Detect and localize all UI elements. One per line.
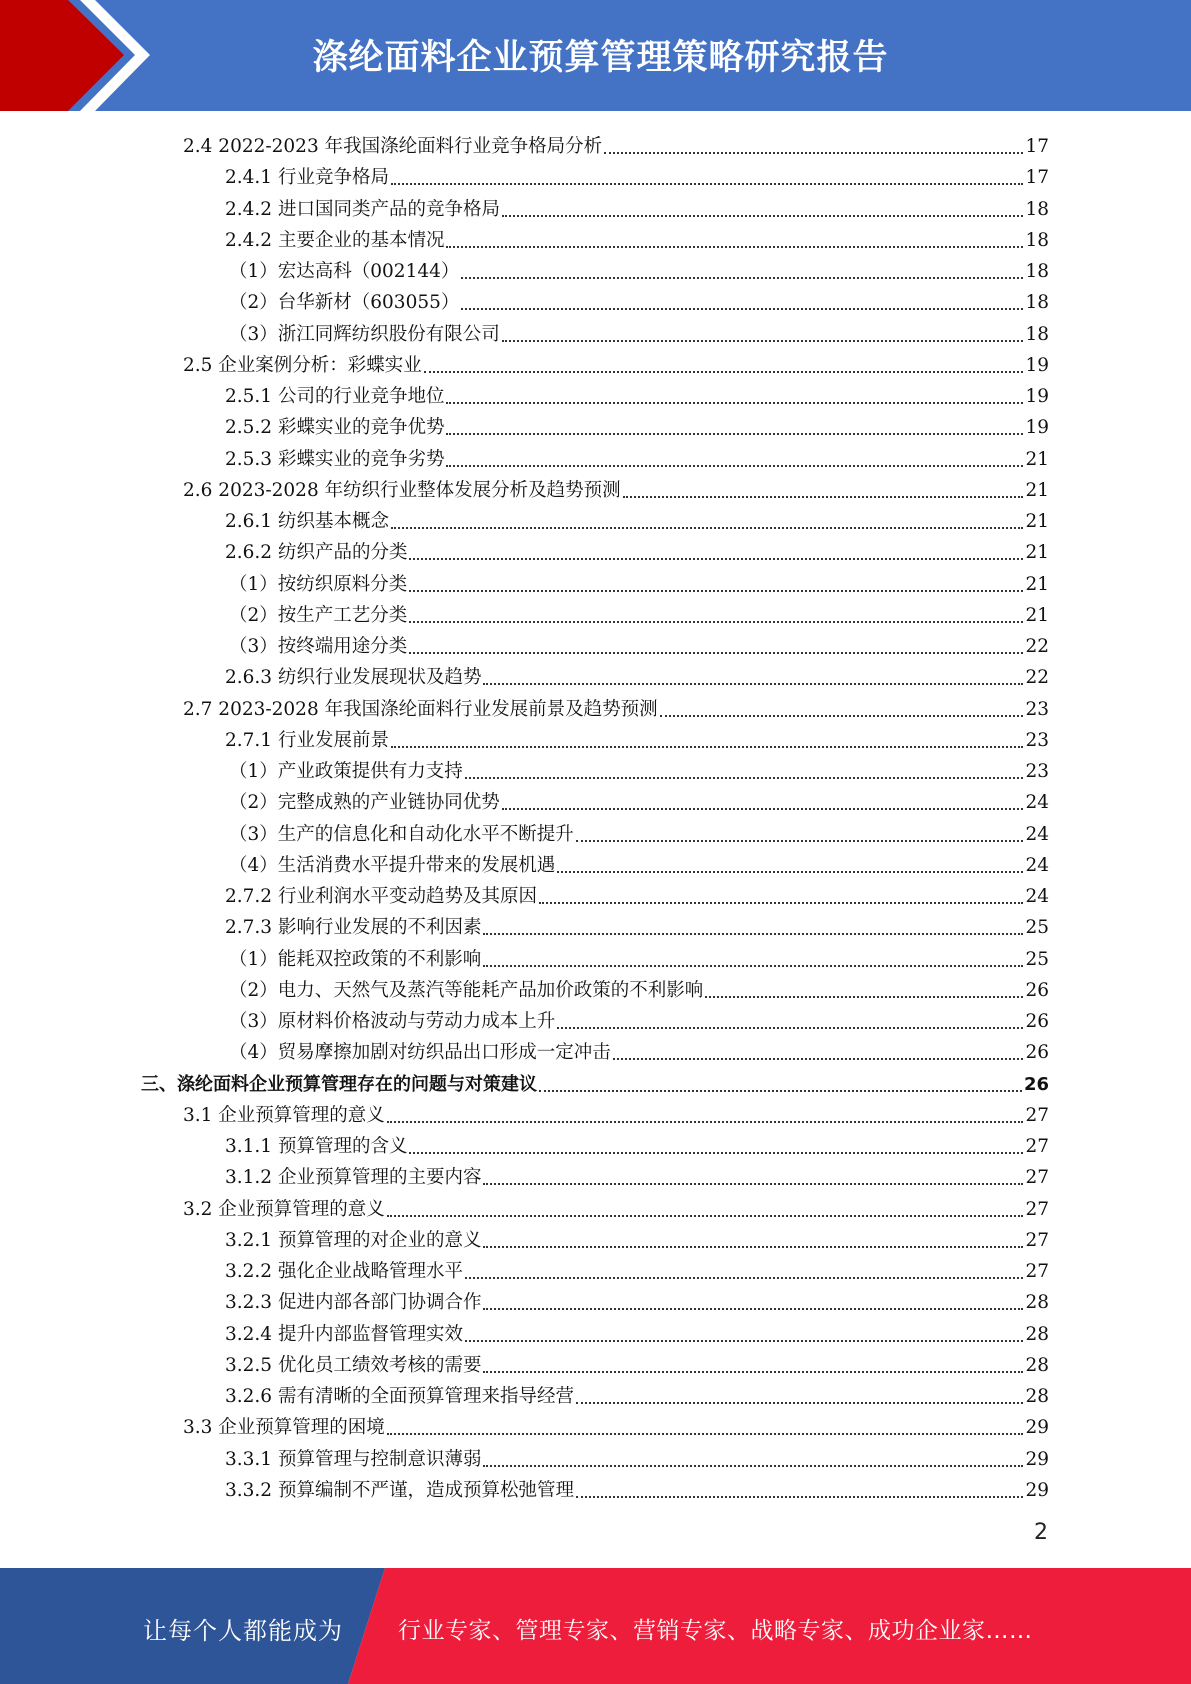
toc-entry-title: 3.3.2 预算编制不严谨，造成预算松弛管理 xyxy=(225,1479,574,1501)
toc-entry-page: 17 xyxy=(1025,136,1049,157)
toc-dot-leader xyxy=(539,902,1023,904)
page-header xyxy=(0,0,1191,111)
toc-entry[interactable] xyxy=(0,691,1049,722)
toc-entry-page: 27 xyxy=(1025,1198,1049,1220)
toc-entry[interactable] xyxy=(0,378,1049,409)
toc-entry-title: 3.3.1 预算管理与控制意识薄弱 xyxy=(225,1448,482,1470)
toc-dot-leader xyxy=(391,527,1023,529)
toc-entry[interactable] xyxy=(0,1066,1049,1097)
toc-entry[interactable] xyxy=(0,503,1049,534)
toc-dot-leader xyxy=(446,246,1023,248)
toc-entry[interactable] xyxy=(0,253,1049,284)
toc-dot-leader xyxy=(576,840,1024,842)
toc-dot-leader xyxy=(387,1433,1024,1435)
toc-entry-page: 26 xyxy=(1025,1011,1049,1032)
toc-dot-leader xyxy=(623,496,1024,498)
toc-entry-page: 28 xyxy=(1025,1354,1049,1376)
toc-entry-page: 27 xyxy=(1025,1104,1049,1126)
toc-dot-leader xyxy=(483,965,1023,967)
toc-entry[interactable] xyxy=(0,909,1049,940)
toc-dot-leader xyxy=(465,1277,1023,1279)
toc-entry-page: 21 xyxy=(1025,604,1049,626)
toc-entry-title: 3.2.2 强化企业战略管理水平 xyxy=(225,1261,463,1282)
toc-entry-page: 27 xyxy=(1025,1167,1049,1189)
toc-entry-page: 24 xyxy=(1025,823,1049,845)
toc-dot-leader xyxy=(660,715,1024,717)
toc-entry[interactable] xyxy=(0,597,1049,628)
toc-dot-leader xyxy=(465,1340,1023,1342)
toc-entry-title: 2.7.2 行业利润水平变动趋势及其原因 xyxy=(225,886,537,907)
toc-entry[interactable] xyxy=(0,628,1049,659)
toc-entry-title: （1）能耗双控政策的不利影响 xyxy=(229,948,482,970)
toc-entry[interactable] xyxy=(0,1378,1049,1409)
toc-entry-page: 24 xyxy=(1025,792,1049,814)
toc-entry-page: 23 xyxy=(1025,729,1049,751)
toc-dot-leader xyxy=(483,683,1023,685)
toc-entry[interactable] xyxy=(0,1347,1049,1378)
toc-entry-title: 3.1.2 企业预算管理的主要内容 xyxy=(225,1167,482,1189)
toc-entry-page: 18 xyxy=(1025,198,1049,220)
toc-dot-leader xyxy=(461,308,1023,310)
toc-dot-leader xyxy=(557,1027,1023,1029)
toc-dot-leader xyxy=(409,558,1023,560)
toc-entry-title: 3.2.1 预算管理的对企业的意义 xyxy=(225,1229,482,1251)
document-title: 涤纶面料企业预算管理策略研究报告 xyxy=(312,38,889,78)
toc-entry-title: 3.2 企业预算管理的意义 xyxy=(183,1198,385,1220)
toc-entry-page: 28 xyxy=(1025,1323,1049,1345)
toc-entry-title: 2.4 2022-2023 年我国涤纶面料行业竞争格局分析 xyxy=(183,136,603,157)
toc-dot-leader xyxy=(483,933,1023,935)
toc-entry[interactable] xyxy=(0,816,1049,847)
toc-entry-page: 21 xyxy=(1025,573,1049,595)
toc-dot-leader xyxy=(424,371,1024,373)
footer-slogan-right: 行业专家、管理专家、营销专家、战略专家、成功企业家…… xyxy=(398,1618,1033,1644)
toc-entry-title: 2.5 企业案例分析：彩蝶实业 xyxy=(183,354,422,376)
toc-entry[interactable] xyxy=(0,472,1049,503)
toc-entry-title: （2）按生产工艺分类 xyxy=(229,604,408,626)
toc-entry-page: 29 xyxy=(1025,1448,1049,1470)
toc-entry[interactable] xyxy=(0,722,1049,753)
toc-dot-leader xyxy=(465,777,1024,779)
toc-entry[interactable] xyxy=(0,347,1049,378)
toc-entry-page: 21 xyxy=(1025,511,1049,532)
toc-entry-title: （1）宏达高科（002144） xyxy=(229,261,460,282)
toc-dot-leader xyxy=(409,590,1023,592)
toc-entry[interactable] xyxy=(0,784,1049,815)
toc-entry-title: 3.2.5 优化员工绩效考核的需要 xyxy=(225,1354,482,1376)
toc-entry-page: 19 xyxy=(1025,386,1049,407)
toc-entry-title: （1）按纺织原料分类 xyxy=(229,573,408,595)
toc-entry-title: 2.6.1 纺织基本概念 xyxy=(225,511,389,532)
toc-dot-leader xyxy=(483,1183,1023,1185)
toc-entry-page: 25 xyxy=(1025,948,1049,970)
toc-entry[interactable] xyxy=(0,441,1049,472)
toc-entry-page: 26 xyxy=(1025,979,1049,1001)
toc-entry-title: 3.2.4 提升内部监督管理实效 xyxy=(225,1323,463,1345)
toc-entry-page: 24 xyxy=(1025,854,1049,876)
toc-entry-title: 三、涤纶面料企业预算管理存在的问题与对策建议 xyxy=(141,1073,537,1095)
toc-dot-leader xyxy=(446,465,1023,467)
toc-dot-leader xyxy=(409,621,1023,623)
toc-entry-title: （2）台华新材（603055） xyxy=(229,292,460,314)
toc-dot-leader xyxy=(483,1371,1023,1373)
toc-dot-leader xyxy=(604,152,1023,154)
toc-entry-title: 2.5.2 彩蝶实业的竞争优势 xyxy=(225,417,445,439)
toc-dot-leader xyxy=(502,215,1023,217)
toc-entry[interactable] xyxy=(0,1191,1049,1222)
toc-entry-title: 2.5.3 彩蝶实业的竞争劣势 xyxy=(225,448,445,470)
toc-entry[interactable] xyxy=(0,191,1049,222)
toc-entry[interactable] xyxy=(0,1159,1049,1190)
toc-entry[interactable] xyxy=(0,1253,1049,1284)
toc-entry[interactable] xyxy=(0,1409,1049,1440)
toc-entry-title: （2）电力、天然气及蒸汽等能耗产品加价政策的不利影响 xyxy=(229,979,704,1001)
toc-entry-page: 21 xyxy=(1025,448,1049,470)
toc-entry-title: （4）生活消费水平提升带来的发展机遇 xyxy=(229,854,556,876)
toc-entry[interactable] xyxy=(0,1097,1049,1128)
toc-entry-title: 2.7 2023-2028 年我国涤纶面料行业发展前景及趋势预测 xyxy=(183,698,658,720)
toc-entry-page: 25 xyxy=(1025,917,1049,939)
toc-entry-title: （1）产业政策提供有力支持 xyxy=(229,761,463,782)
toc-entry[interactable] xyxy=(0,878,1049,909)
toc-entry-page: 22 xyxy=(1025,667,1049,689)
toc-dot-leader xyxy=(576,1496,1023,1498)
toc-dot-leader xyxy=(557,871,1023,873)
toc-entry-title: 3.1.1 预算管理的含义 xyxy=(225,1136,408,1157)
toc-entry[interactable] xyxy=(0,1034,1049,1065)
toc-dot-leader xyxy=(502,808,1024,810)
toc-entry-title: （3）浙江同辉纺织股份有限公司 xyxy=(229,323,500,345)
toc-entry-title: 2.6.3 纺织行业发展现状及趋势 xyxy=(225,667,482,689)
toc-entry-page: 22 xyxy=(1025,636,1049,657)
toc-entry[interactable] xyxy=(0,847,1049,878)
toc-entry[interactable] xyxy=(0,941,1049,972)
toc-entry[interactable] xyxy=(0,1128,1049,1159)
toc-entry[interactable] xyxy=(0,222,1049,253)
toc-entry-page: 17 xyxy=(1025,167,1049,189)
toc-entry[interactable] xyxy=(0,128,1049,159)
toc-entry[interactable] xyxy=(0,753,1049,784)
toc-dot-leader xyxy=(391,746,1023,748)
page-number: 2 xyxy=(1034,1520,1048,1545)
toc-entry-title: （3）原材料价格波动与劳动力成本上升 xyxy=(229,1011,556,1032)
toc-entry-page: 27 xyxy=(1025,1229,1049,1251)
toc-entry[interactable] xyxy=(0,1316,1049,1347)
toc-dot-leader xyxy=(502,340,1024,342)
toc-entry-page: 23 xyxy=(1025,761,1049,782)
toc-entry-page: 27 xyxy=(1025,1136,1049,1157)
toc-entry-page: 21 xyxy=(1025,479,1049,501)
toc-entry-title: 3.2.6 需有清晰的全面预算管理来指导经营 xyxy=(225,1386,574,1407)
page-footer xyxy=(0,1568,1191,1684)
toc-entry-page: 18 xyxy=(1025,292,1049,314)
toc-entry-title: 2.4.2 主要企业的基本情况 xyxy=(225,229,445,251)
toc-dot-leader xyxy=(613,1058,1024,1060)
toc-entry-page: 28 xyxy=(1025,1292,1049,1314)
toc-entry-page: 27 xyxy=(1025,1261,1049,1282)
toc-entry-page: 29 xyxy=(1025,1417,1049,1439)
toc-entry-page: 18 xyxy=(1025,229,1049,251)
toc-entry[interactable] xyxy=(0,1003,1049,1034)
toc-entry[interactable] xyxy=(0,316,1049,347)
toc-entry-title: （3）按终端用途分类 xyxy=(229,636,408,657)
toc-dot-leader xyxy=(483,1246,1023,1248)
toc-entry-page: 29 xyxy=(1025,1479,1049,1501)
toc-dot-leader xyxy=(387,1215,1024,1217)
toc-entry[interactable] xyxy=(0,972,1049,1003)
toc-dot-leader xyxy=(576,1402,1023,1404)
toc-entry-title: 2.7.1 行业发展前景 xyxy=(225,729,389,751)
toc-entry[interactable] xyxy=(0,1222,1049,1253)
toc-dot-leader xyxy=(391,183,1023,185)
toc-entry-title: 3.3 企业预算管理的困境 xyxy=(183,1417,385,1439)
toc-dot-leader xyxy=(483,1308,1023,1310)
toc-entry-page: 19 xyxy=(1025,354,1049,376)
toc-entry-page: 28 xyxy=(1025,1386,1049,1407)
toc-dot-leader xyxy=(539,1090,1022,1092)
toc-dot-leader xyxy=(446,402,1023,404)
toc-entry-page: 21 xyxy=(1025,542,1049,564)
toc-entry[interactable] xyxy=(0,1284,1049,1315)
toc-dot-leader xyxy=(387,1121,1024,1123)
footer-slogan-left: 让每个人都能成为 xyxy=(143,1617,343,1645)
toc-entry[interactable] xyxy=(0,659,1049,690)
toc-dot-leader xyxy=(483,1465,1023,1467)
toc-entry-page: 18 xyxy=(1025,323,1049,345)
toc-entry-page: 24 xyxy=(1025,886,1049,907)
toc-dot-leader xyxy=(446,433,1023,435)
toc-dot-leader xyxy=(409,1152,1023,1154)
toc-entry[interactable] xyxy=(0,534,1049,565)
toc-entry-title: （4）贸易摩擦加剧对纺织品出口形成一定冲击 xyxy=(229,1042,611,1064)
toc-entry-title: 2.6.2 纺织产品的分类 xyxy=(225,542,408,564)
toc-entry-page: 19 xyxy=(1025,417,1049,439)
toc-dot-leader xyxy=(705,996,1023,998)
toc-entry-title: 2.7.3 影响行业发展的不利因素 xyxy=(225,917,482,939)
toc-entry-title: 2.4.1 行业竞争格局 xyxy=(225,167,389,189)
toc-entry-page: 18 xyxy=(1025,261,1049,282)
toc-entry[interactable] xyxy=(0,159,1049,190)
toc-entry[interactable] xyxy=(0,1472,1049,1503)
toc-entry-page: 26 xyxy=(1025,1042,1049,1064)
toc-entry[interactable] xyxy=(0,409,1049,440)
toc-entry-page: 23 xyxy=(1025,698,1049,720)
toc-dot-leader xyxy=(409,652,1023,654)
toc-entry-title: （3）生产的信息化和自动化水平不断提升 xyxy=(229,823,574,845)
toc-entry-title: 3.1 企业预算管理的意义 xyxy=(183,1104,385,1126)
toc-entry-title: 3.2.3 促进内部各部门协调合作 xyxy=(225,1292,482,1314)
toc-entry[interactable] xyxy=(0,1441,1049,1472)
toc-entry-title: 2.5.1 公司的行业竞争地位 xyxy=(225,386,445,407)
toc-entry[interactable] xyxy=(0,284,1049,315)
toc-entry-page: 26 xyxy=(1023,1073,1049,1095)
toc-entry-title: 2.4.2 进口国同类产品的竞争格局 xyxy=(225,198,500,220)
toc-entry-title: 2.6 2023-2028 年纺织行业整体发展分析及趋势预测 xyxy=(183,479,621,501)
toc-entry-title: （2）完整成熟的产业链协同优势 xyxy=(229,792,500,814)
toc-entry[interactable] xyxy=(0,566,1049,597)
toc-dot-leader xyxy=(461,277,1023,279)
